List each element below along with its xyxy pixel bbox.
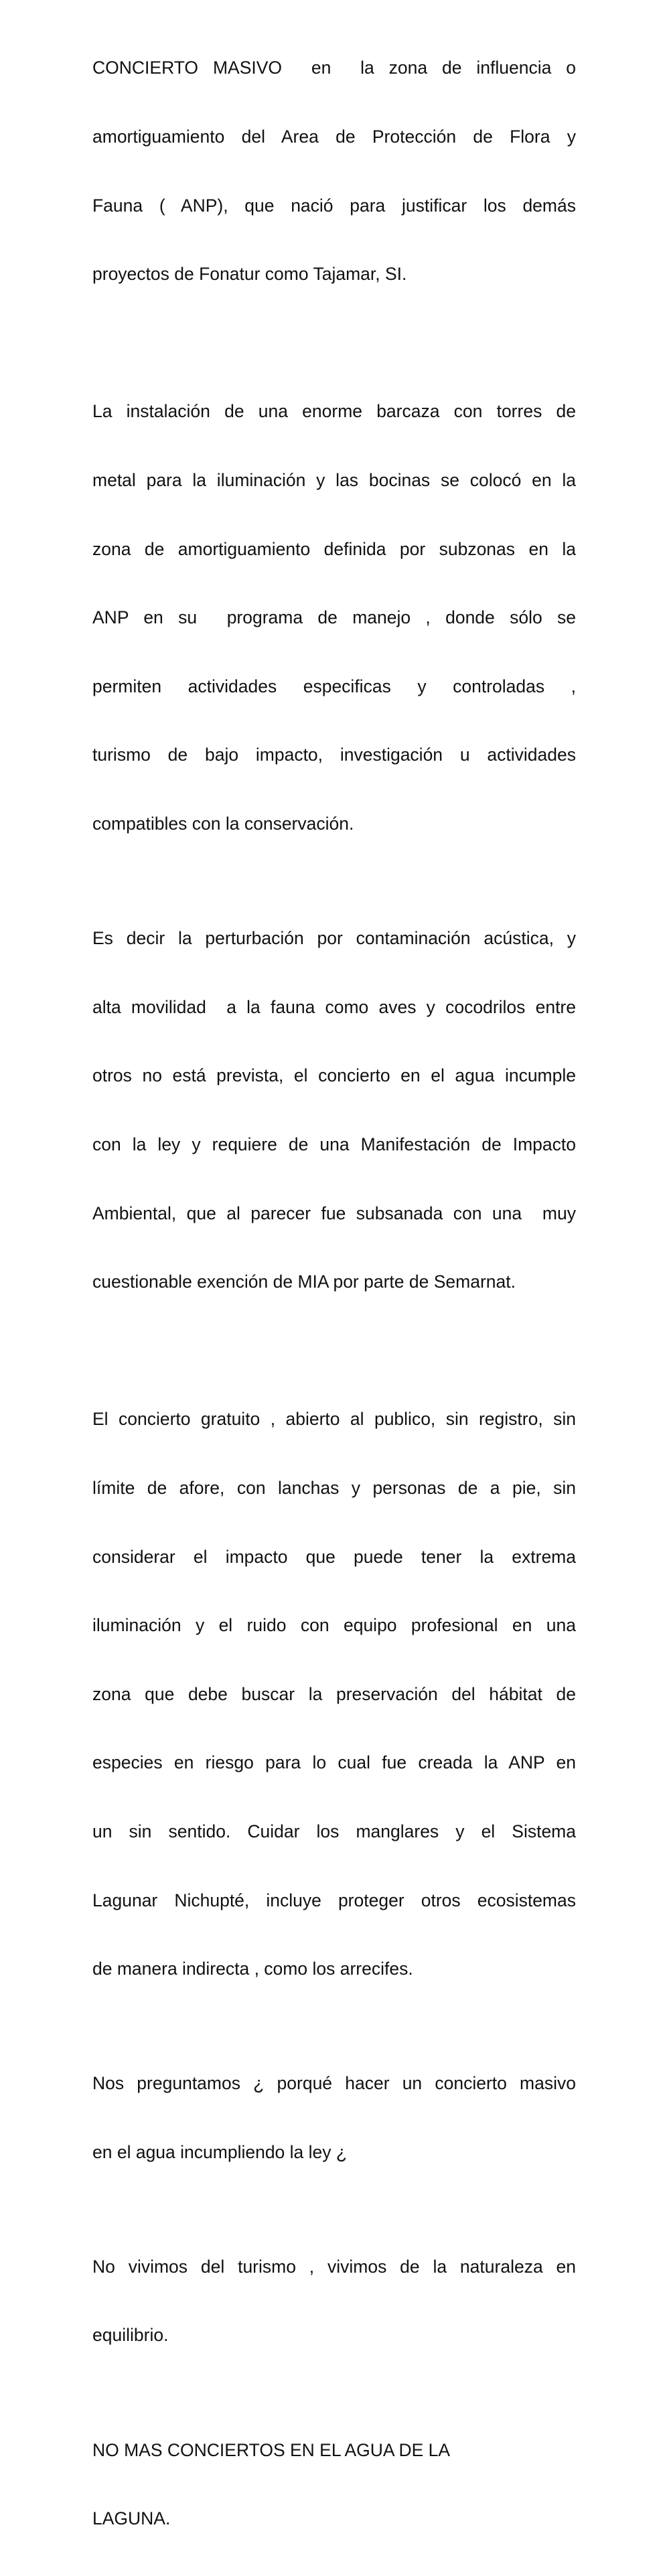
paragraph-spacer [92,1339,576,1362]
text-line: permiten actividades especificas y controladas , [92,676,576,696]
paragraph-barcaza [92,354,576,881]
text-line: No vivimos del turismo , vivimos de la naturaleza en [92,2256,576,2277]
text-line: amortiguamiento del Area de Protección de Flora y [92,127,576,147]
text-line: iluminación y el ruido con equipo profesional en una [92,1615,576,1636]
text-line: La instalación de una enorme barcaza con torres de [92,401,576,422]
text-line: zona que debe buscar la preservación del hábitat de [92,1683,576,1704]
paragraph-closing-statement [92,2393,576,2576]
text-line: metal para la iluminación y las bocinas se colocó en la [92,470,576,491]
paragraph-perturbacion [92,881,576,1339]
text-line: Lagunar Nichupté, incluye proteger otros ecosistemas [92,1890,576,1910]
text-line: NO MAS CONCIERTOS EN EL AGUA DE LA [92,2439,451,2460]
text-line: El concierto gratuito , abierto al publico, sin registro, sin [92,1409,576,1430]
text-line: en el agua incumpliendo la ley ¿ [92,2141,348,2162]
text-line: Nos preguntamos ¿ porqué hacer un concierto masivo [92,2073,576,2094]
paragraph-pregunta [92,2026,576,2210]
text-line: Ambiental, que al parecer fue subsanada con una muy [92,1203,576,1223]
text-line: proyectos de Fonatur como Tajamar, SI. [92,264,407,285]
text-line: de manera indirecta , como los arrecifes. [92,1959,413,1979]
text-line: otros no está prevista, el concierto en el agua incumple [92,1065,576,1086]
text-line: límite de afore, con lanchas y personas de a pie, sin [92,1477,576,1498]
text-line: especies en riesgo para lo cual fue creada la ANP en [92,1752,576,1773]
text-line: alta movilidad a la fauna como aves y cocodrilos entre [92,996,576,1017]
paragraph-intro [92,11,576,331]
text-line: CONCIERTO MASIVO en la zona de influencia o [92,58,576,78]
paragraph-concierto-gratuito [92,1362,576,2026]
text-line: Fauna ( ANP), que nació para justificar los demás [92,195,576,216]
text-line: compatibles con la conservación. [92,814,354,834]
paragraph-turismo [92,2209,576,2393]
text-line: zona de amortiguamiento definida por subzonas en la [92,538,576,559]
paragraph-spacer [92,331,576,354]
document-body [92,11,576,2576]
text-line: con la ley y requiere de una Manifestación de Impacto [92,1134,576,1154]
text-line: LAGUNA. [92,2508,171,2529]
text-line: ANP en su programa de manejo , donde sólo se [92,607,576,628]
text-line: Es decir la perturbación por contaminación acústica, y [92,928,576,949]
text-line: equilibrio. [92,2325,169,2346]
text-line: considerar el impacto que puede tener la extrema [92,1546,576,1567]
text-line: turismo de bajo impacto, investigación u actividades [92,745,576,765]
text-line: un sin sentido. Cuidar los manglares y el Sistema [92,1821,576,1842]
text-line: cuestionable exención de MIA por parte de Semarnat. [92,1272,516,1292]
